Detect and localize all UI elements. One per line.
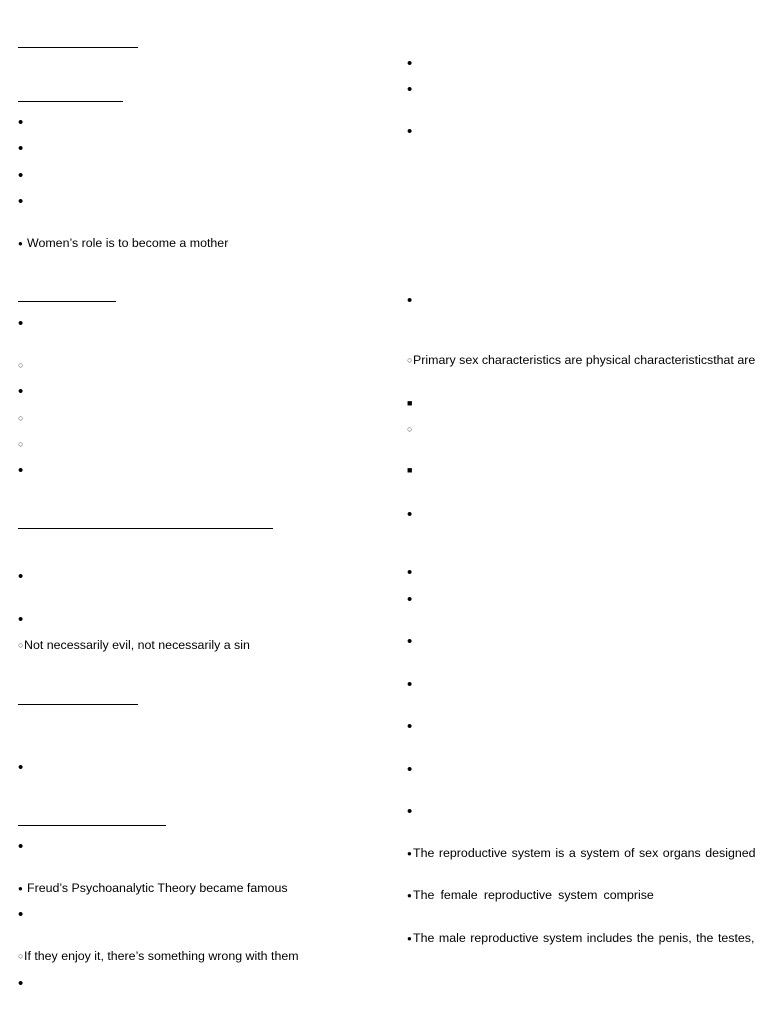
list-item — [407, 930, 754, 946]
list-item — [18, 948, 299, 964]
list-item — [18, 759, 26, 775]
list-item — [18, 193, 26, 209]
section-heading-rule — [18, 528, 273, 529]
section-heading-rule — [18, 101, 123, 102]
bullet-marker: • — [407, 760, 413, 778]
bullet-marker: • — [18, 567, 24, 585]
list-item — [407, 395, 413, 411]
bullet-marker: • — [407, 291, 413, 309]
bullet-marker: • — [18, 113, 24, 131]
list-item — [18, 114, 26, 130]
bullet-marker: • — [407, 802, 413, 820]
bullet-marker: • — [18, 139, 24, 157]
bullet-marker: • — [407, 632, 413, 650]
list-item — [407, 292, 415, 308]
bullet-marker: • — [18, 461, 24, 479]
bullet-marker: • — [407, 563, 413, 581]
list-item-text: Women’s role is to become a mother — [27, 236, 229, 250]
bullet-marker: • — [407, 717, 413, 735]
list-item — [18, 568, 26, 584]
bullet-marker: ● — [18, 884, 23, 893]
square-marker: ■ — [407, 464, 413, 475]
list-item — [18, 315, 26, 331]
square-marker: ■ — [407, 397, 413, 408]
bullet-marker: • — [18, 837, 24, 855]
section-heading-rule — [18, 704, 138, 705]
section-heading-rule — [18, 47, 138, 48]
left-column — [18, 0, 378, 1024]
section-heading-rule — [18, 301, 116, 302]
list-item — [18, 637, 250, 653]
list-item-text: Primary sex characteristics are physical characteristicsthat are — [413, 353, 756, 367]
circle-marker: ○ — [18, 412, 24, 423]
right-column — [407, 0, 763, 1024]
bullet-marker: • — [18, 610, 24, 628]
bullet-marker: • — [18, 905, 24, 923]
bullet-marker: • — [407, 80, 413, 98]
list-item-text: The male reproductive system includes the penis, the testes, — [413, 931, 755, 945]
list-item — [407, 462, 413, 478]
circle-marker: ○ — [407, 354, 413, 365]
list-item — [18, 906, 26, 922]
list-item — [407, 564, 415, 580]
list-item — [407, 506, 415, 522]
bullet-marker: • — [407, 54, 413, 72]
list-item — [407, 55, 415, 71]
list-item — [407, 845, 756, 861]
list-item — [407, 887, 654, 903]
list-item — [18, 462, 26, 478]
list-item — [407, 803, 415, 819]
circle-marker: ○ — [18, 639, 24, 650]
list-item — [407, 421, 413, 437]
list-item-text: Freud’s Psychoanalytic Theory became famous — [27, 881, 288, 895]
list-item — [18, 838, 26, 854]
bullet-marker: ● — [407, 891, 412, 900]
list-item — [407, 123, 415, 139]
list-item — [407, 591, 415, 607]
list-item — [18, 880, 288, 896]
bullet-marker: • — [407, 505, 413, 523]
bullet-marker: ● — [407, 934, 412, 943]
list-item-text: If they enjoy it, there’s something wrong with them — [24, 949, 299, 963]
bullet-marker: • — [18, 166, 24, 184]
circle-marker: ○ — [18, 950, 24, 961]
circle-marker: ○ — [18, 438, 24, 449]
bullet-marker: ● — [18, 239, 23, 248]
list-item — [18, 357, 24, 373]
bullet-marker: • — [18, 314, 24, 332]
list-item — [18, 410, 24, 426]
list-item — [407, 352, 755, 368]
bullet-marker: • — [407, 122, 413, 140]
list-item — [407, 676, 415, 692]
bullet-marker: ● — [407, 849, 412, 858]
section-heading-rule — [18, 825, 166, 826]
list-item-text: Not necessarily evil, not necessarily a sin — [24, 638, 250, 652]
bullet-marker: • — [18, 758, 24, 776]
list-item-text: The female reproductive system comprise — [413, 888, 654, 902]
list-item — [18, 436, 24, 452]
list-item — [407, 718, 415, 734]
bullet-marker: • — [18, 382, 24, 400]
list-item — [407, 761, 415, 777]
list-item — [407, 81, 415, 97]
bullet-marker: • — [18, 192, 24, 210]
bullet-marker: • — [407, 590, 413, 608]
list-item — [18, 611, 26, 627]
list-item — [18, 975, 26, 991]
circle-marker: ○ — [18, 359, 24, 370]
list-item — [18, 167, 26, 183]
circle-marker: ○ — [407, 423, 413, 434]
list-item-text: The reproductive system is a system of sex organs designed — [413, 846, 756, 860]
list-item — [18, 140, 26, 156]
list-item — [407, 633, 415, 649]
list-item — [18, 235, 228, 251]
list-item — [18, 383, 26, 399]
bullet-marker: • — [407, 675, 413, 693]
bullet-marker: • — [18, 974, 24, 992]
